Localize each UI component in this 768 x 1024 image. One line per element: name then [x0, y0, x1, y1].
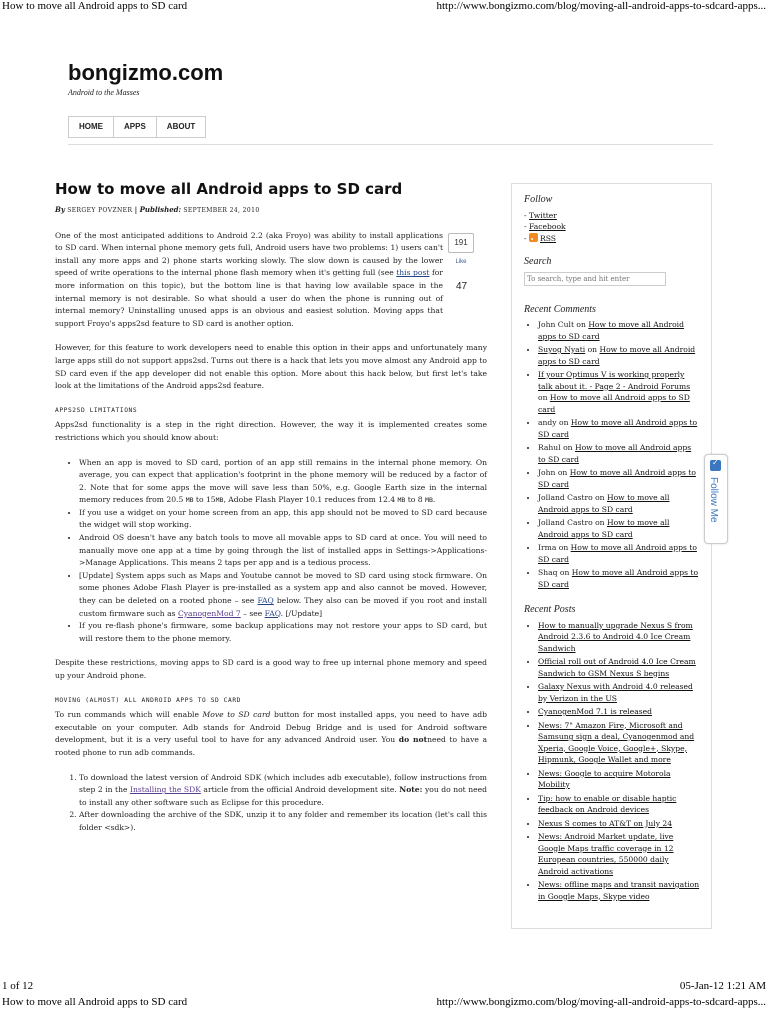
like-button[interactable]: Like	[455, 259, 467, 265]
list-item: 1. To download the latest version of Android SDK (which includes adb executable), follow instructions from step 2 in the Installing the SDK article from the official Android development site. Note: you do not need to install any other software such as Eclipse for this procedure.	[79, 772, 487, 810]
recent-post-link[interactable]: Tip: how to enable or disable haptic feedback on Android devices	[538, 793, 677, 814]
print-header-title: How to move all Android apps to SD card	[2, 0, 188, 12]
post-date: SEPTEMBER 24, 2010	[183, 207, 260, 214]
list-item: • John Cult on How to move all Android apps to SD card	[538, 319, 701, 342]
list-item: • John on How to move all Android apps to SD card	[538, 467, 701, 490]
page-number: 1 of 12	[2, 980, 34, 992]
cyanogenmod-link[interactable]: CyanogenMod 7	[177, 608, 241, 618]
comment-post-link[interactable]: How to move all Android apps to SD card	[538, 443, 692, 464]
author-link[interactable]: SERGEY POVZNER	[67, 207, 133, 214]
list-item: • [Update] System apps such as Maps and Youtube cannot be moved to SD card using stock firmware. On some phones Adobe Flash Player is pre-installed as a system app and also cannot be moved. However, they can be deleted on a rooted phone – see FAQ below. They also can be moved if you root and install custom firmware such as CyanogenMod 7 – see FAQ. [/Update]	[79, 570, 487, 620]
list-item	[538, 656, 701, 679]
list-item	[538, 706, 701, 718]
faq-link[interactable]: FAQ	[264, 608, 281, 618]
comment-post-link[interactable]: How to move all Android apps to SD card	[538, 493, 670, 514]
header-divider	[68, 144, 713, 145]
comment-post-link[interactable]: How to move all Android apps to SD card	[538, 393, 690, 414]
comment-post-link[interactable]: How to move all Android apps to SD card	[538, 568, 699, 589]
site-title[interactable]: bongizmo.com	[68, 60, 224, 85]
search-input[interactable]	[524, 272, 666, 286]
paragraph-adb: To run commands which will enable Move to SD card button for most installed apps, you need to have adb executable on your computer. Adb stands for Android Debug Bridge and is used for Android software development, but it is a very useful tool to have for any advanced Android user. You do notneed to have a rooted phone to run adb commands.	[55, 710, 488, 757]
list-item: • If your Optimus V is working properly talk about it. - Page 2 - Android Forums on How to move all Android apps to SD card	[538, 369, 701, 415]
list-item	[538, 620, 701, 655]
print-footer-url: http://www.bongizmo.com/blog/moving-all-android-apps-to-sdcard-apps...	[436, 996, 766, 1008]
nav-item-home[interactable]: HOME	[69, 117, 114, 137]
recent-comments-heading: Recent Comments	[524, 303, 596, 315]
list-item: • Jolland Castro on How to move all Android apps to SD card	[538, 492, 701, 515]
comment-post-link[interactable]: How to move all Android apps to SD card	[538, 345, 696, 366]
list-item: • When an app is moved to SD card, portion of an app still remains in the internal phone memory. On average, you can expect that application's footprint in the phone memory will be reduced by a factor of 2. Note that for some apps the move will save less than 50%, e.g. Google Earth size in the internal memory reduces from 20.5 MB to 15MB, Adobe Flash Player 10.1 reduces from 12.4 MB to 8 MB.	[79, 457, 487, 507]
list-item: • Jolland Castro on How to move all Android apps to SD card	[538, 517, 701, 540]
main-nav	[68, 116, 206, 138]
recent-post-link[interactable]: Official roll out of Android 4.0 Ice Cream Sandwich to GSM Nexus S begins	[538, 657, 696, 678]
follow-item-rss: - RSS	[524, 233, 556, 243]
comment-author-link[interactable]: If your Optimus V is working properly talk about it. - Page 2 - Android Forums	[538, 370, 691, 391]
recent-post-link[interactable]: Galaxy Nexus with Android 4.0 released by Verizon in the US	[538, 682, 693, 703]
list-item	[538, 818, 701, 830]
list-item: • Suyog Nyati on How to move all Android apps to SD card	[538, 344, 701, 367]
follow-list	[524, 210, 701, 245]
steps-list	[55, 772, 487, 835]
like-count: 191	[448, 233, 474, 253]
faq-link[interactable]: FAQ	[257, 596, 274, 606]
section-heading-moving: MOVING (ALMOST) ALL ANDROID APPS TO SD CARD	[55, 696, 241, 704]
recent-post-link[interactable]: News: 7" Amazon Fire, Microsoft and Samsung sign a deal, Cyanogenmod and Xperia, Google Voice, Google+, Skype, Hipmunk, Google Wallet and more	[538, 720, 695, 764]
nav-item-apps[interactable]: APPS	[114, 117, 157, 137]
list-item: • Rahul on How to move all Android apps to SD card	[538, 442, 701, 465]
list-item	[538, 793, 701, 816]
share-count: 47	[456, 281, 468, 292]
list-item: • If you use a widget on your home screen from an app, this app should not be moved to SD card because the widget will stop working.	[79, 507, 487, 532]
follow-me-tab[interactable]	[704, 454, 728, 544]
paragraph-limitations-intro: Apps2sd functionality is a step in the right direction. However, the way it is implemented creates some restrictions which you should know about:	[55, 420, 487, 442]
paragraph-apps2sd: However, for this feature to work developers need to enable this option in their apps and unfortunately many large apps still do not support apps2sd. Turns out there is a hack that lets you move almost any Android app to SD card even if the app developer did not enable this option. More about this hack below, but first let's take look at the limitations of the Android apps2sd feature.	[55, 343, 487, 391]
recent-post-link[interactable]: News: Google to acquire Motorola Mobility	[538, 768, 671, 789]
rss-icon[interactable]	[529, 233, 538, 242]
print-datetime: 05-Jan-12 1:21 AM	[679, 980, 766, 992]
rss-link[interactable]: RSS	[539, 233, 556, 243]
section-heading-limitations: APPS2SD LIMITATIONS	[55, 406, 138, 414]
installing-sdk-link[interactable]: Installing the SDK	[130, 785, 201, 795]
recent-post-link[interactable]: News: offline maps and transit navigation in Google Maps, Skype video	[538, 880, 700, 901]
nav-item-about[interactable]: ABOUT	[166, 122, 196, 131]
comment-post-link[interactable]: How to move all Android apps to SD card	[538, 468, 696, 489]
list-item: 2. After downloading the archive of the SDK, unzip it to any folder and remember its location (let's call this folder <sdk>).	[79, 809, 487, 834]
list-item: • Android OS doesn't have any batch tools to move all movable apps to SD card at once. You will need to manually move one app at a time by going through the list of installed apps in Settings->Applications->Manage Applications. This means 2 taps per app and is a tedious process.	[79, 532, 487, 570]
comment-author-link[interactable]: Suyog Nyati	[538, 345, 586, 354]
recent-comments-list	[524, 319, 701, 590]
paragraph-despite: Despite these restrictions, moving apps to SD card is a good way to free up internal phone memory and speed up your Android phone.	[55, 658, 487, 680]
recent-post-link[interactable]: How to manually upgrade Nexus S from Android 2.3.6 to Android 4.0 Ice Cream Sandwich	[538, 620, 693, 653]
article	[55, 180, 487, 847]
post-title[interactable]: How to move all Android apps to SD card	[55, 180, 403, 198]
recent-posts-heading: Recent Posts	[524, 604, 576, 615]
follow-item-facebook: - Facebook	[524, 222, 566, 231]
comment-post-link[interactable]: How to move all Android apps to SD card	[538, 320, 684, 341]
comment-post-link[interactable]: How to move all Android apps to SD card	[538, 418, 698, 439]
list-item	[538, 879, 701, 902]
list-item: • Shaq on How to move all Android apps to SD card	[538, 567, 701, 590]
list-item: • andy on How to move all Android apps to SD card	[538, 417, 701, 440]
limitations-list	[55, 457, 487, 646]
paragraph-intro: One of the most anticipated additions to Android 2.2 (aka Froyo) was ability to install applications to SD card. When internal phone memory gets full, Android users have two problems: 1) users can't install any more apps and 2) phone starts working slowly. The slow down is caused by the lower speed of write operations to the internal phone flash memory when it's getting full (see this post for more information on this topic), but the bottom line is that having low available space in the internal memory is not desirable. So what should a user do when the phone is running out of internal memory? Uninstalling unused apps is an obvious and easiest solution. Moving apps that support Froyo's apps2sd feature to SD card is another option.	[55, 230, 443, 328]
recent-posts-list	[524, 620, 701, 903]
by-label: By	[55, 205, 65, 214]
follow-item-twitter: - Twitter	[524, 210, 557, 220]
follow-me-label: Follow Me	[708, 477, 719, 523]
byline: By SERGEY POVZNER | Published: SEPTEMBER 24, 2010	[55, 205, 260, 214]
recent-post-link[interactable]: CyanogenMod 7.1 is released	[538, 707, 653, 716]
comment-post-link[interactable]: How to move all Android apps to SD card	[538, 518, 670, 539]
list-item	[538, 681, 701, 704]
list-item	[538, 831, 701, 877]
sidebar	[511, 183, 712, 929]
list-item: • Irma on How to move all Android apps to SD card	[538, 542, 701, 565]
print-footer-title: How to move all Android apps to SD card	[2, 996, 188, 1008]
facebook-link[interactable]: Facebook	[528, 222, 566, 231]
site-tagline: Android to the Masses	[68, 88, 140, 97]
twitter-link[interactable]: Twitter	[528, 210, 557, 220]
list-item: • If you re-flash phone's firmware, some backup applications may not restore your apps to SD card, but will restore them to the phone memory.	[79, 620, 487, 645]
search-heading: Search	[524, 256, 552, 267]
list-item	[538, 720, 701, 766]
follow-heading: Follow	[524, 194, 553, 205]
list-item	[538, 768, 701, 791]
print-header-url: http://www.bongizmo.com/blog/moving-all-android-apps-to-sdcard-apps...	[436, 0, 766, 12]
comment-post-link[interactable]: How to move all Android apps to SD card	[538, 543, 697, 564]
wordpress-follow-icon	[710, 460, 721, 471]
this-post-link[interactable]: this post	[396, 268, 430, 278]
published-label: Published:	[139, 205, 182, 214]
recent-post-link[interactable]: Nexus S comes to AT&T on July 24	[538, 818, 673, 828]
recent-post-link[interactable]: News: Android Market update, live Google Maps traffic coverage in 12 European countries, 550000 daily Android activations	[538, 832, 674, 876]
